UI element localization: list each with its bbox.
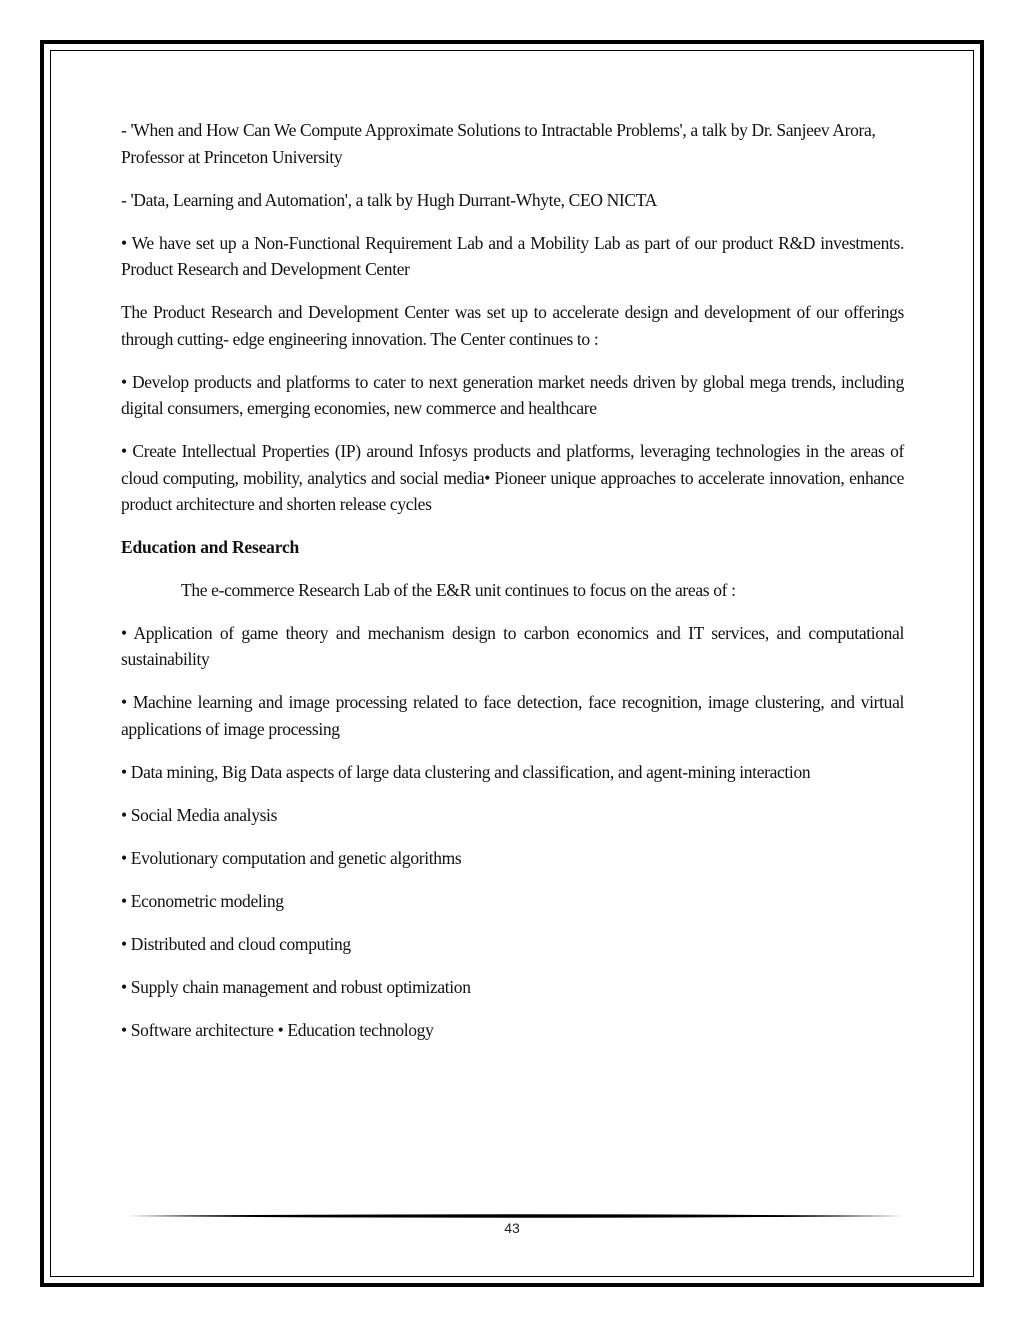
paragraph-talk-durrant-whyte: - 'Data, Learning and Automation', a talk by Hugh Durrant-Whyte, CEO NICTA	[121, 189, 657, 210]
list-item-data-mining: • Data mining, Big Data aspects of large data clustering and classification, and agent-mining interaction	[121, 761, 811, 782]
paragraph-develop-products: • Develop products and platforms to cater to next generation market needs driven by global mega trends, including digital consumers, emerging economies, new commerce and healthcare	[121, 371, 904, 418]
list-item-distributed-computing: • Distributed and cloud computing	[121, 933, 351, 954]
list-item-evolutionary-computation: • Evolutionary computation and genetic algorithms	[121, 847, 462, 868]
list-item-social-media: • Social Media analysis	[121, 804, 278, 825]
list-item-machine-learning: • Machine learning and image processing related to face detection, face recognition, image clustering, and virtual applications of image processing	[121, 692, 904, 739]
paragraph-intellectual-properties: • Create Intellectual Properties (IP) around Infosys products and platforms, leveraging technologies in the areas of cloud computing, mobility, analytics and social media• Pioneer unique approaches to accelerate innovation, enhance product architecture and shorten release cycles	[121, 441, 904, 514]
list-item-software-architecture: • Software architecture • Education technology	[121, 1019, 434, 1040]
list-item-econometric-modeling: • Econometric modeling	[121, 890, 284, 911]
list-item-game-theory: • Application of game theory and mechanism design to carbon economics and IT services, and computational sustainability	[121, 622, 904, 669]
page-number: 43	[504, 1220, 520, 1236]
paragraph-labs: • We have set up a Non-Functional Requirement Lab and a Mobility Lab as part of our product R&D investments. Product Research and Development Center	[121, 232, 904, 279]
section-intro: The e-commerce Research Lab of the E&R unit continues to focus on the areas of :	[181, 579, 736, 600]
list-item-supply-chain: • Supply chain management and robust optimization	[121, 976, 471, 997]
page-body	[121, 117, 904, 1060]
section-heading: Education and Research	[121, 537, 300, 557]
paragraph-product-research-center: The Product Research and Development Center was set up to accelerate design and development of our offerings through cutting- edge engineering innovation. The Center continues to :	[121, 302, 904, 349]
paragraph-talk-arora: - 'When and How Can We Compute Approximate Solutions to Intractable Problems', a talk by Dr. Sanjeev Arora, Professor at Princeton University	[121, 120, 876, 167]
